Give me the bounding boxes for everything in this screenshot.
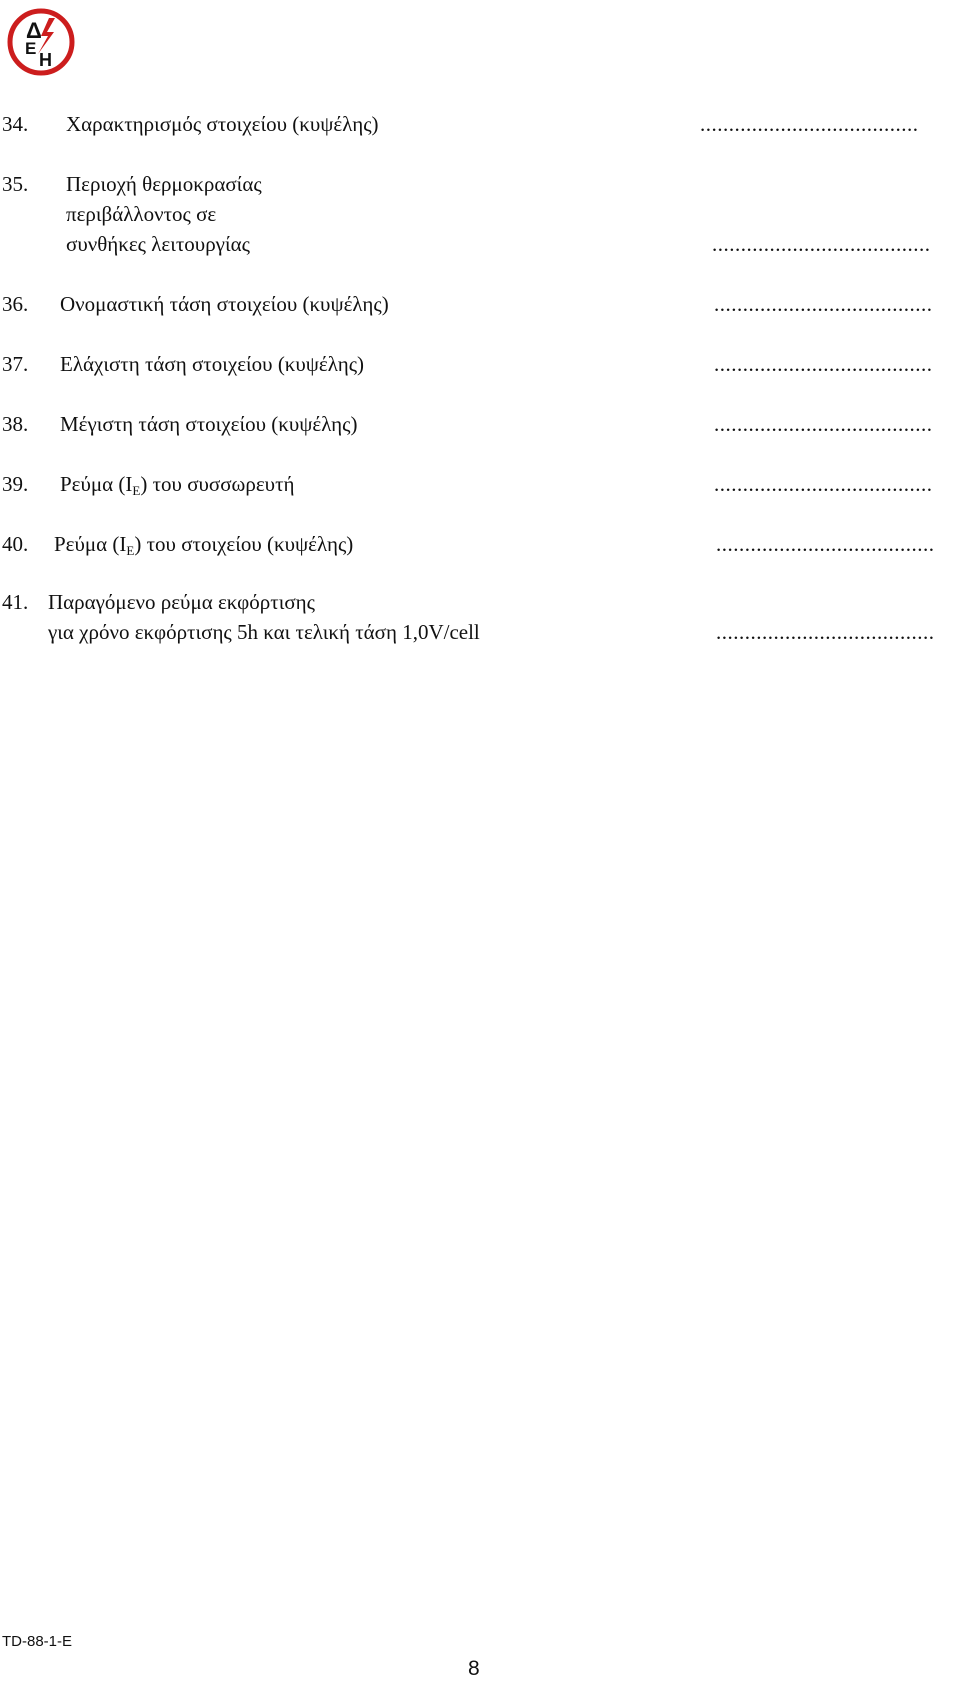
- answer-dots: ......................................: [714, 412, 933, 436]
- dei-logo: [5, 6, 77, 78]
- item-label-line: Παραγόμενο ρεύμα εκφόρτισης: [48, 590, 315, 614]
- page-number: 8: [468, 1657, 480, 1680]
- item-number: 41.: [2, 590, 29, 614]
- answer-dots: ......................................: [716, 532, 935, 556]
- item-label-subscript: E: [132, 483, 141, 498]
- item-label-pre: Ρεύμα (I: [60, 472, 133, 496]
- logo-letter-delta: Δ: [26, 18, 42, 43]
- item-label-line: Περιοχή θερμοκρασίας: [66, 172, 262, 196]
- answer-dots: ......................................: [714, 292, 933, 316]
- item-label: Χαρακτηρισμός στοιχείου (κυψέλης): [66, 112, 379, 136]
- item-number: 35.: [2, 172, 29, 196]
- item-label-line: για χρόνο εκφόρτισης 5h και τελική τάση 1,0V/cell: [48, 620, 480, 644]
- answer-dots: ......................................: [714, 352, 933, 376]
- item-number: 40.: [2, 532, 29, 556]
- item-label-line: συνθήκες λειτουργίας: [66, 232, 250, 256]
- answer-dots: ......................................: [716, 620, 935, 644]
- item-label-subscript: E: [126, 543, 135, 558]
- document-code: TD-88-1-E: [2, 1633, 73, 1650]
- item-number: 34.: [2, 112, 29, 136]
- answer-dots: ......................................: [712, 232, 931, 256]
- item-label-post: ) του συσσωρευτή: [140, 472, 295, 496]
- item-label-pre: Ρεύμα (I: [54, 532, 127, 556]
- item-number: 37.: [2, 352, 29, 376]
- item-number: 38.: [2, 412, 29, 436]
- item-label-line: περιβάλλοντος σε: [66, 202, 217, 226]
- logo-letter-eta: Η: [39, 50, 52, 70]
- item-label: Ελάχιστη τάση στοιχείου (κυψέλης): [60, 352, 365, 376]
- item-label-post: ) του στοιχείου (κυψέλης): [134, 532, 354, 556]
- item-label: [54, 534, 353, 557]
- item-number: 39.: [2, 472, 29, 496]
- answer-dots: ......................................: [714, 472, 933, 496]
- logo-letter-epsilon: Ε: [25, 39, 37, 58]
- answer-dots: ......................................: [700, 112, 919, 136]
- item-label: Μέγιστη τάση στοιχείου (κυψέλης): [60, 412, 358, 436]
- item-label: [60, 474, 295, 497]
- item-number: 36.: [2, 292, 29, 316]
- item-label: Ονομαστική τάση στοιχείου (κυψέλης): [60, 292, 389, 316]
